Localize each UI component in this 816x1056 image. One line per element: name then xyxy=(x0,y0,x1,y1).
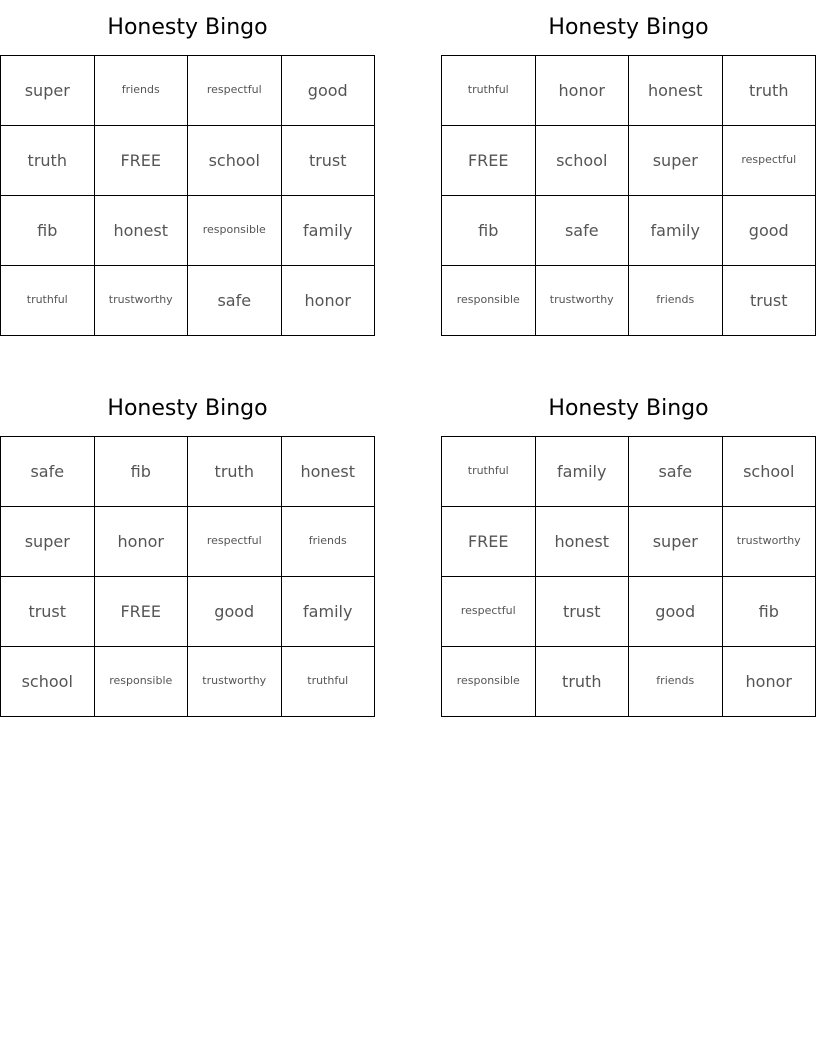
bingo-cell: respectful xyxy=(188,507,282,577)
bingo-cell: truthful xyxy=(1,266,95,336)
bingo-cell: trust xyxy=(282,126,376,196)
bingo-cell: fib xyxy=(442,196,536,266)
bingo-cell: trustworthy xyxy=(723,507,816,577)
bingo-cell: truth xyxy=(188,437,282,507)
bingo-cell: honest xyxy=(629,56,723,126)
bingo-cell: good xyxy=(282,56,376,126)
bingo-cell: honor xyxy=(723,647,816,717)
bingo-cell: fib xyxy=(1,196,95,266)
bingo-grid xyxy=(0,55,375,336)
bingo-cell: respectful xyxy=(188,56,282,126)
bingo-cell: super xyxy=(1,507,95,577)
free-cell: FREE xyxy=(442,507,536,577)
bingo-cell: friends xyxy=(629,647,723,717)
bingo-cell: truthful xyxy=(442,56,536,126)
bingo-cell: honor xyxy=(282,266,376,336)
bingo-cell: honest xyxy=(282,437,376,507)
bingo-cell: safe xyxy=(629,437,723,507)
bingo-cell: truthful xyxy=(282,647,376,717)
bingo-card-1 xyxy=(0,0,375,336)
bingo-cell: responsible xyxy=(442,647,536,717)
bingo-cell: truth xyxy=(723,56,816,126)
bingo-cell: honor xyxy=(536,56,630,126)
bingo-cell: truth xyxy=(536,647,630,717)
card-title: Honesty Bingo xyxy=(548,396,709,421)
bingo-cell: respectful xyxy=(442,577,536,647)
bingo-cell: truthful xyxy=(442,437,536,507)
bingo-cell: responsible xyxy=(442,266,536,336)
bingo-cell: trustworthy xyxy=(536,266,630,336)
bingo-cell: responsible xyxy=(95,647,189,717)
bingo-card-2 xyxy=(441,0,816,336)
bingo-grid xyxy=(441,436,816,717)
bingo-cell: family xyxy=(536,437,630,507)
bingo-cell: trust xyxy=(723,266,816,336)
bingo-cell: good xyxy=(188,577,282,647)
free-cell: FREE xyxy=(95,126,189,196)
free-cell: FREE xyxy=(442,126,536,196)
bingo-cell: truth xyxy=(1,126,95,196)
bingo-cell: school xyxy=(536,126,630,196)
bingo-card-4 xyxy=(441,381,816,717)
bingo-cell: friends xyxy=(282,507,376,577)
bingo-cell: family xyxy=(282,577,376,647)
bingo-cell: good xyxy=(723,196,816,266)
bingo-cell: trust xyxy=(536,577,630,647)
bingo-cell: safe xyxy=(536,196,630,266)
bingo-card-3 xyxy=(0,381,375,717)
free-cell: FREE xyxy=(95,577,189,647)
card-title: Honesty Bingo xyxy=(107,15,268,40)
bingo-cell: super xyxy=(629,126,723,196)
bingo-cell: honor xyxy=(95,507,189,577)
bingo-cell: honest xyxy=(95,196,189,266)
bingo-cell: trustworthy xyxy=(188,647,282,717)
bingo-cell: fib xyxy=(95,437,189,507)
bingo-cell: fib xyxy=(723,577,816,647)
bingo-cell: school xyxy=(188,126,282,196)
bingo-cell: family xyxy=(282,196,376,266)
bingo-cell: school xyxy=(1,647,95,717)
bingo-cell: safe xyxy=(1,437,95,507)
bingo-cell: honest xyxy=(536,507,630,577)
bingo-cell: respectful xyxy=(723,126,816,196)
card-title: Honesty Bingo xyxy=(548,15,709,40)
bingo-cell: super xyxy=(629,507,723,577)
bingo-cell: super xyxy=(1,56,95,126)
bingo-cell: trustworthy xyxy=(95,266,189,336)
card-title: Honesty Bingo xyxy=(107,396,268,421)
bingo-cell: responsible xyxy=(188,196,282,266)
bingo-cell: good xyxy=(629,577,723,647)
bingo-cell: trust xyxy=(1,577,95,647)
bingo-cell: safe xyxy=(188,266,282,336)
bingo-cell: friends xyxy=(629,266,723,336)
bingo-cell: family xyxy=(629,196,723,266)
bingo-cell: friends xyxy=(95,56,189,126)
bingo-grid xyxy=(0,436,375,717)
bingo-cell: school xyxy=(723,437,816,507)
bingo-grid xyxy=(441,55,816,336)
